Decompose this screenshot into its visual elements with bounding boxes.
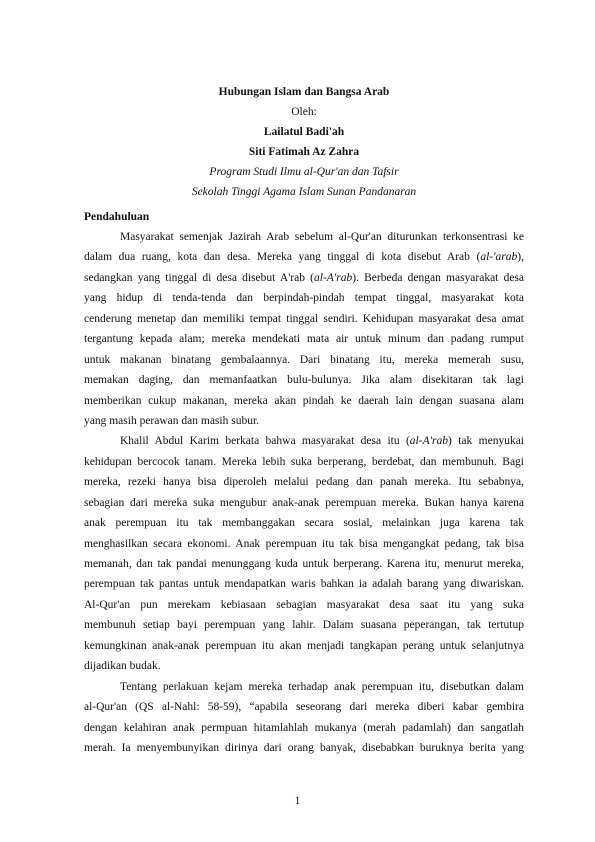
text-line: sedangkan yang tinggal di desa disebut A'rab (al-A'rab). Berbeda dengan masyarakat desa bbox=[84, 271, 525, 284]
paragraph bbox=[84, 227, 524, 431]
italic-term: al-A'rab bbox=[409, 435, 449, 448]
text-line: perempuan tak pantas untuk mendapatkan waris bahkan ia adalah barang yang diwariskan. bbox=[84, 578, 524, 591]
author-name: Siti Fatimah Az Zahra bbox=[248, 146, 360, 158]
text-line: menghasilkan secara ekonomi. Anak perempuan itu tak bisa mengangkat pedang, tak bisa bbox=[84, 537, 524, 550]
text-line: dijadikan budak. bbox=[84, 660, 161, 673]
text-line: memakan daging, dan memanfaatkan bulu-bulunya. Jika alam disekitaran tak lagi bbox=[84, 374, 524, 387]
paragraph bbox=[84, 677, 524, 759]
text-line: yang masih perawan dan masih subur. bbox=[84, 414, 260, 427]
document-title: Hubungan Islam dan Bangsa Arab bbox=[218, 86, 390, 98]
italic-term: al-A'rab bbox=[314, 271, 353, 284]
text-line: Tentang perlakuan kejam mereka terhadap anak perempuan itu, disebutkan dalam bbox=[120, 680, 524, 693]
text-line: untuk makanan binatang gembalaannya. Dari binatang itu, mereka memerah susu, bbox=[84, 353, 524, 366]
text-line: cenderung menetap dan memiliki tempat tinggal sendiri. Kehidupan masyarakat desa amat bbox=[84, 312, 524, 325]
text-line: al-Qur'an (QS al-Nahl: 58-59), “apabila seseorang dari mereka diberi kabar gembira bbox=[84, 701, 524, 714]
body-text bbox=[84, 227, 524, 758]
text-line: kemungkinan anak-anak perempuan itu akan menjadi tangkapan perang untuk selanjutnya bbox=[84, 639, 524, 652]
paragraph bbox=[84, 431, 524, 676]
section-heading: Pendahuluan bbox=[84, 211, 150, 223]
text-line: Al-Qur'an pun merekam kebiasaan sebagian masyarakat desa saat itu yang suka bbox=[84, 598, 524, 611]
text-line: yang hidup di tenda-tenda dan berpindah-pindah tempat tinggal, masyarakat kota bbox=[84, 292, 524, 305]
text-line: merah. Ia menyembunyikan dirinya dari orang banyak, disebabkan buruknya berita yang bbox=[84, 741, 524, 754]
text-line: mereka, rezeki hanya bisa diperoleh melalui pedang dan panah mereka. Itu sebabnya, bbox=[84, 476, 524, 489]
study-program: Program Studi Ilmu al-Qur'an dan Tafsir bbox=[209, 166, 399, 178]
text-line: Khalil Abdul Karim berkata bahwa masyarakat desa itu (al-A'rab) tak menyukai bbox=[120, 435, 524, 448]
text-line: membunuh setiap bayi perempuan yang lahir. Dalam suasana peperangan, tak tertutup bbox=[84, 619, 524, 632]
author-name: Lailatul Badi'ah bbox=[263, 126, 345, 138]
institution-name: Sekolah Tinggi Agama Islam Sunan Pandanaran bbox=[191, 186, 417, 198]
text-line: dalam dua ruang, kota dan desa. Mereka yang tinggal di kota disebut Arab (al-'arab), bbox=[84, 251, 524, 264]
text-line: Masyarakat semenjak Jazirah Arab sebelum al-Qur'an diturunkan terkonsentrasi ke bbox=[120, 231, 524, 243]
italic-term: al-'arab bbox=[480, 251, 518, 264]
byline-label: Oleh: bbox=[291, 106, 317, 118]
page-number: 1 bbox=[294, 795, 301, 807]
document-header bbox=[84, 82, 524, 202]
text-line: dengan kelahiran anak permpuan hitamlahlah mukanya (merah padamlah) dan sangatlah bbox=[84, 721, 524, 734]
text-line: memberikan cukup makanan, mereka akan pindah ke daerah lain dengan suasana alam bbox=[84, 394, 524, 407]
text-line: tergantung kepada alam; mereka mendekati mata air untuk minum dan padang rumput bbox=[84, 333, 524, 346]
text-line: sebagian dari mereka suka mengubur anak-anak perempuan mereka. Bukan hanya karena bbox=[84, 496, 524, 509]
text-line: anak perempuan itu tak membanggakan secara sosial, melainkan juga karena tak bbox=[84, 517, 524, 530]
text-line: memanah, dan tak pandai menunggang kuda untuk berperang. Karena itu, menurut mereka, bbox=[84, 558, 524, 570]
text-line: kehidupan bercocok tanam. Mereka lebih suka berperang, berdebat, dan membunuh. Bagi bbox=[84, 455, 524, 468]
